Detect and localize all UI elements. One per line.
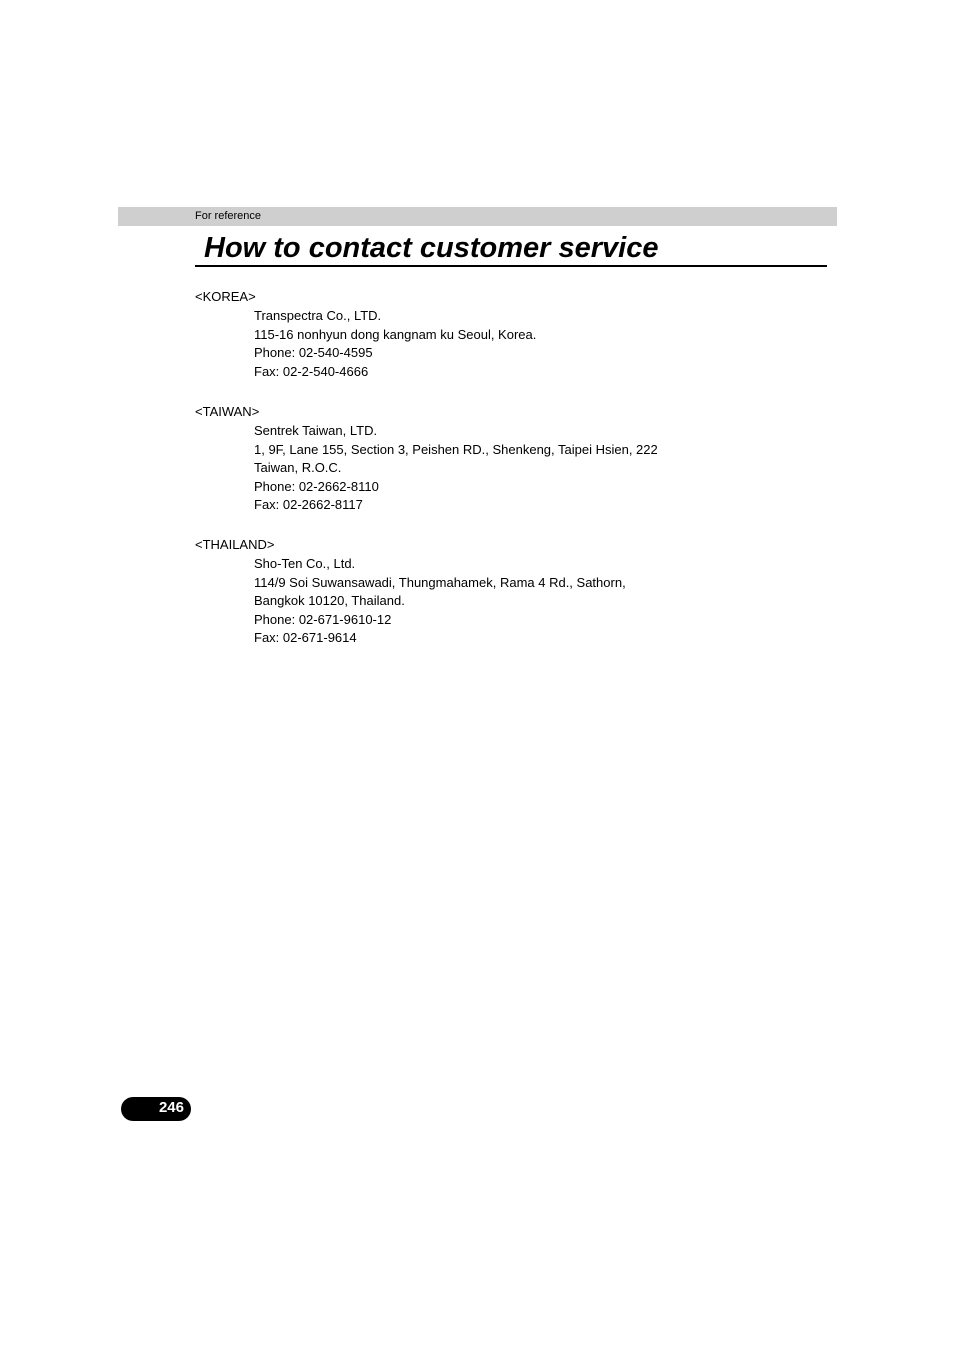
fax-number: Fax: 02-2662-8117 <box>254 497 363 513</box>
page-number: 246 <box>158 1099 184 1116</box>
address-line: 115-16 nonhyun dong kangnam ku Seoul, Korea. <box>254 326 537 342</box>
contact-block-thailand <box>195 536 626 648</box>
contact-block-taiwan <box>195 403 658 515</box>
phone-number: Phone: 02-671-9610-12 <box>254 611 392 627</box>
phone-number: Phone: 02-540-4595 <box>254 345 373 361</box>
region-heading: <KOREA> <box>195 289 256 304</box>
section-label: For reference <box>195 210 262 222</box>
company-name: Transpectra Co., LTD. <box>254 308 382 323</box>
address-line: 114/9 Soi Suwansawadi, Thungmahamek, Rama 4 Rd., Sathorn, <box>254 574 626 590</box>
address-line: Bangkok 10120, Thailand. <box>254 593 405 609</box>
phone-number: Phone: 02-2662-8110 <box>254 478 379 494</box>
contact-block-korea <box>195 288 536 381</box>
fax-number: Fax: 02-2-540-4666 <box>254 363 369 379</box>
page-number-badge <box>121 1097 191 1121</box>
section-header-bar <box>118 207 837 226</box>
page-title-text: How to contact customer service <box>204 232 659 264</box>
region-heading: <TAIWAN> <box>195 404 260 419</box>
fax-number: Fax: 02-671-9614 <box>254 630 357 646</box>
page-title <box>195 230 827 267</box>
company-name: Sho-Ten Co., Ltd. <box>254 556 356 571</box>
region-heading: <THAILAND> <box>195 537 275 552</box>
address-line: Taiwan, R.O.C. <box>254 460 342 476</box>
company-name: Sentrek Taiwan, LTD. <box>254 423 378 438</box>
address-line: 1, 9F, Lane 155, Section 3, Peishen RD., Shenkeng, Taipei Hsien, 222 <box>254 441 658 457</box>
